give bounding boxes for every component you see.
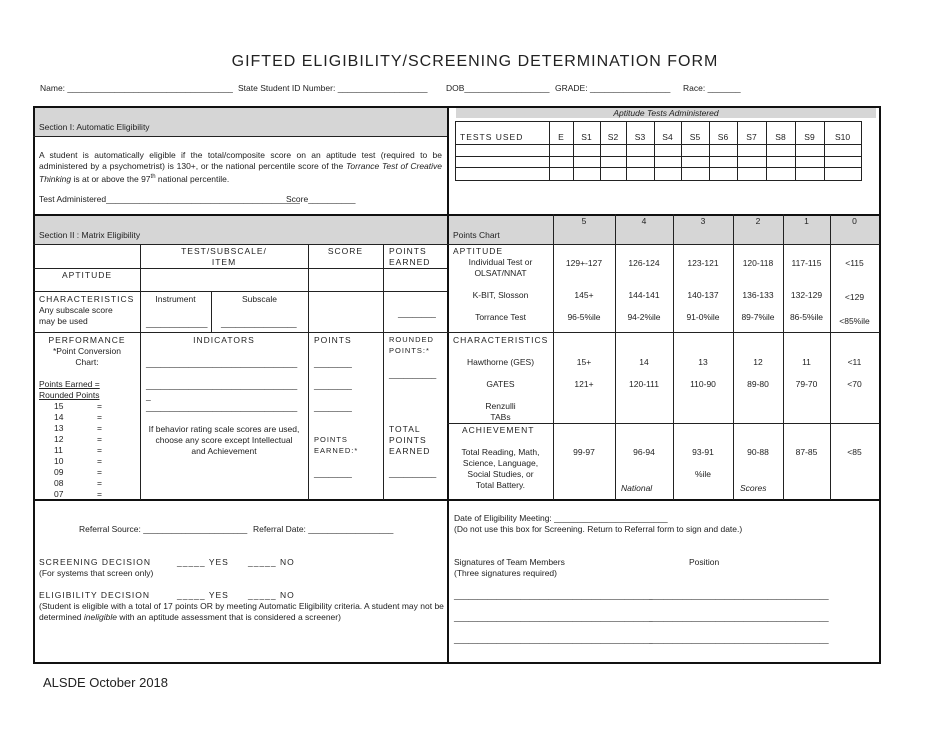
conv-eq: = — [97, 434, 102, 444]
points-col-3: 3 — [700, 216, 706, 226]
total-points-label-3: EARNED — [389, 446, 431, 456]
referral-date-field[interactable]: Referral Date: __________________ — [253, 524, 394, 534]
rounded-points-field[interactable]: __________ — [389, 369, 437, 379]
chart-aptitude-label: APTITUDE — [453, 246, 504, 256]
conv-eq: = — [97, 456, 102, 466]
chart-cell: 14 — [639, 357, 649, 367]
section2-heading: Section II : Matrix Eligibility — [39, 230, 141, 240]
chart-cell: 15+ — [576, 357, 592, 367]
subscale-field[interactable]: ________________ — [221, 318, 297, 328]
col-s7: S7 — [746, 132, 757, 142]
points-col-2: 2 — [755, 216, 761, 226]
characteristics-note-2: may be used — [39, 316, 88, 326]
conv-value: 07 — [54, 489, 64, 499]
points-col-0: 0 — [852, 216, 857, 226]
conv-value: 09 — [54, 467, 64, 477]
chart-achievement-label: ACHIEVEMENT — [462, 425, 535, 435]
eligibility-decision-label: ELIGIBILITY DECISION — [39, 590, 151, 600]
indicator-field-3[interactable]: ________________________________ — [146, 402, 298, 412]
points-field-1[interactable]: ________ — [314, 358, 352, 368]
instrument-field[interactable]: _____________ — [146, 318, 208, 328]
chart-cell: <85 — [847, 447, 862, 457]
race-field[interactable]: Race: _______ — [683, 83, 741, 93]
achievement-desc: Total Reading, Math, — [461, 447, 540, 457]
renzulli-label: Renzulli — [485, 401, 516, 411]
chart-row-label: OLSAT/NNAT — [474, 268, 527, 278]
rounded-points-header: ROUNDED — [389, 335, 434, 344]
test-subscale-header-item: ITEM — [211, 257, 237, 267]
chart-cell: 123-121 — [687, 258, 719, 268]
score-field[interactable]: Score__________ — [286, 194, 356, 204]
chart-row-label: GATES — [486, 379, 515, 389]
points-chart-heading: Points Chart — [453, 230, 500, 240]
col-tests-used: TESTS USED — [460, 132, 524, 142]
point-conversion-label: *Point Conversion — [52, 346, 122, 356]
chart-cell: 89-80 — [747, 379, 769, 389]
chart-cell: 144-141 — [628, 290, 660, 300]
chart-cell: 120-111 — [629, 379, 659, 389]
points-earned-label-2: EARNED:* — [314, 446, 359, 455]
test-subscale-header: TEST/SUBSCALE/ — [181, 246, 267, 256]
chart-cell: 120-118 — [742, 258, 774, 268]
signature-field-3[interactable]: __________________________________________ — [454, 634, 653, 644]
chart-cell: 13 — [698, 357, 708, 367]
signatures-label: Signatures of Team Members — [454, 557, 565, 567]
behavior-note-3: and Achievement — [191, 446, 257, 456]
chart-cell: 86-5%ile — [789, 312, 824, 322]
conv-value: 14 — [54, 412, 64, 422]
position-field-2[interactable]: ______________________________________ — [649, 612, 829, 622]
chart-cell: 94-2%ile — [627, 312, 661, 322]
chart-row-label: Individual Test or — [468, 257, 533, 267]
achievement-desc-3: Social Studies, or — [467, 469, 534, 479]
eligibility-yes[interactable]: _____ YES — [177, 590, 229, 600]
signature-field-2[interactable]: __________________________________________ — [454, 612, 653, 622]
conv-eq: = — [97, 412, 102, 422]
indicator-field-2b[interactable]: _ — [146, 391, 151, 401]
col-s10: S10 — [834, 132, 851, 142]
points-earned-label: POINTS — [314, 435, 348, 444]
chart-cell: 145+ — [574, 290, 594, 300]
chart-cell: 99-97 — [573, 447, 595, 457]
col-s3: S3 — [634, 132, 646, 142]
chart-cell: <11 — [847, 357, 862, 367]
col-s4: S4 — [662, 132, 673, 142]
chart-cell: 79-70 — [795, 379, 818, 389]
indicator-field-1[interactable]: ________________________________ — [146, 358, 298, 368]
section1-heading: Section I: Automatic Eligibility — [39, 122, 150, 132]
test-administered-field[interactable]: Test Administered_________________________________________ — [39, 194, 300, 204]
characteristics-row-label: CHARACTERISTICS — [39, 294, 135, 304]
indicators-header: INDICATORS — [193, 335, 255, 345]
total-points-label: TOTAL — [389, 424, 421, 434]
page-title: GIFTED ELIGIBILITY/SCREENING DETERMINATION FORM — [231, 53, 719, 70]
chart-cell: 96-94 — [633, 447, 655, 457]
points-earned-eq: Points Earned = — [39, 379, 100, 389]
grade-field[interactable]: GRADE: _________________ — [555, 83, 671, 93]
chart-cell: 12 — [753, 357, 763, 367]
conv-eq: = — [97, 445, 102, 455]
screening-no[interactable]: _____ NO — [248, 557, 295, 567]
name-field[interactable]: Name: ___________________________________ — [40, 83, 233, 93]
state-id-field[interactable]: State Student ID Number: ___________________ — [238, 83, 428, 93]
chart-cell: 121+ — [574, 379, 594, 389]
chart-cell: 126-124 — [628, 258, 660, 268]
behavior-note: If behavior rating scale scores are used, — [148, 424, 300, 434]
chart-cell: 11 — [802, 357, 811, 367]
scores-note: Scores — [740, 483, 767, 493]
aptitude-tests-title: Aptitude Tests Administered — [613, 108, 719, 118]
performance-label: PERFORMANCE — [48, 335, 126, 345]
dob-field[interactable]: DOB__________________ — [446, 83, 550, 93]
referral-source-field[interactable]: Referral Source: ______________________ — [79, 524, 248, 534]
col-s5: S5 — [689, 132, 701, 142]
conv-value: 08 — [54, 478, 64, 488]
chart-cell: 132-129 — [790, 290, 823, 300]
meeting-date-field[interactable]: Date of Eligibility Meeting: ________________________ — [454, 513, 668, 523]
meeting-note: (Do not use this box for Screening. Return to Referral form to sign and date.) — [454, 524, 743, 534]
chart-cell: 140-137 — [687, 290, 719, 300]
position-field-3[interactable]: ______________________________________ — [649, 634, 829, 644]
chart-cell: <115 — [845, 258, 864, 268]
indicator-field-2[interactable]: ________________________________ — [146, 380, 298, 390]
points-field-2[interactable]: ________ — [314, 380, 352, 390]
behavior-note-2: choose any score except Intellectual — [155, 435, 293, 445]
section1-paragraph: A student is automatically eligible if the total/composite score on an aptitude test (required to be administered by a psychometrist) is 130+, or the national percentile score of the Torrance Test of Creative Thinking is at or above the 97th national percentile. — [39, 150, 442, 184]
screening-yes[interactable]: _____ YES — [177, 557, 229, 567]
subscale-label: Subscale — [242, 294, 277, 304]
conv-eq: = — [97, 401, 102, 411]
points-col-5: 5 — [581, 216, 587, 226]
total-points-field[interactable]: __________ — [389, 468, 437, 478]
conv-value: 11 — [54, 445, 63, 455]
chart-characteristics-label: CHARACTERISTICS — [453, 335, 549, 345]
chart-cell: 96-5%ile — [567, 312, 601, 322]
chart-row-label: Torrance Test — [475, 312, 526, 322]
conv-eq: = — [97, 423, 102, 433]
chart-cell: <129 — [844, 292, 865, 302]
achievement-desc-2: Science, Language, — [462, 458, 539, 468]
chart-cell: <85%ile — [839, 316, 870, 326]
chart-cell: 129+-127 — [565, 258, 603, 268]
chart-cell: 87-85 — [795, 447, 818, 457]
col-s2: S2 — [607, 132, 619, 142]
points-col-1: 1 — [804, 216, 809, 226]
conv-value: 12 — [54, 434, 64, 444]
col-e: E — [558, 132, 564, 142]
col-s6: S6 — [717, 132, 729, 142]
conv-eq: = — [97, 489, 102, 499]
conv-value: 10 — [54, 456, 64, 466]
points-earned-field[interactable]: ________ — [314, 468, 352, 478]
col-s1: S1 — [581, 132, 592, 142]
signatures-note: (Three signatures required) — [454, 568, 557, 578]
screening-decision-label: SCREENING DECISION — [39, 557, 151, 567]
rounded-points-header-2: POINTS:* — [389, 346, 430, 355]
position-label: Position — [689, 557, 720, 567]
rounded-points-label: Rounded Points — [39, 390, 100, 400]
chart-cell: 90-88 — [747, 447, 769, 457]
screening-note: (For systems that screen only) — [39, 568, 154, 578]
national-note: National — [621, 483, 653, 493]
characteristics-note: Any subscale score — [39, 305, 113, 315]
chart-cell: 110-90 — [690, 379, 716, 389]
conv-value: 13 — [54, 423, 64, 433]
points-col-4: 4 — [641, 216, 647, 226]
chart-cell: 89-7%ile — [741, 312, 775, 322]
conv-eq: = — [97, 467, 102, 477]
position-field-1[interactable]: ______________________________________ — [649, 590, 829, 600]
col-s9: S9 — [804, 132, 815, 142]
chart-cell: 136-133 — [742, 290, 774, 300]
total-points-label-2: POINTS — [389, 435, 427, 445]
col-s8: S8 — [775, 132, 786, 142]
chart-row-label: Hawthorne (GES) — [466, 357, 535, 367]
score-header: SCORE — [327, 246, 364, 256]
renzulli-label-2: TABs — [490, 412, 511, 422]
points-earned-header-2: EARNED — [389, 257, 431, 267]
aptitude-row-label: APTITUDE — [61, 270, 113, 280]
achievement-desc-4: Total Battery. — [476, 480, 525, 490]
eligibility-no[interactable]: _____ NO — [248, 590, 295, 600]
conv-eq: = — [97, 478, 102, 488]
chart-cell: 117-115 — [791, 258, 822, 268]
chart-row-label: K-BIT, Slosson — [472, 290, 529, 300]
characteristics-points-field[interactable]: ________ — [398, 308, 436, 318]
chart-cell: 91-0%ile — [686, 312, 720, 322]
instrument-label: Instrument — [155, 294, 196, 304]
signature-field-1[interactable]: __________________________________________ — [454, 590, 653, 600]
points-header: POINTS — [314, 335, 352, 345]
ile-note: %ile — [694, 469, 712, 479]
chart-cell: <70 — [847, 379, 862, 389]
chart-cell: 93-91 — [692, 447, 714, 457]
points-field-3[interactable]: ________ — [314, 402, 352, 412]
conv-value: 15 — [54, 401, 64, 411]
aptitude-tests-table — [455, 121, 862, 181]
eligibility-note: (Student is eligible with a total of 17 points OR by meeting Automatic Eligibility criteria. A student may not be determined ineligible with an aptitude assessment that is considered a screener) — [39, 601, 444, 622]
footer: ALSDE October 2018 — [43, 675, 169, 690]
point-conversion-label-2: Chart: — [75, 357, 99, 367]
points-earned-header: POINTS — [389, 246, 427, 256]
